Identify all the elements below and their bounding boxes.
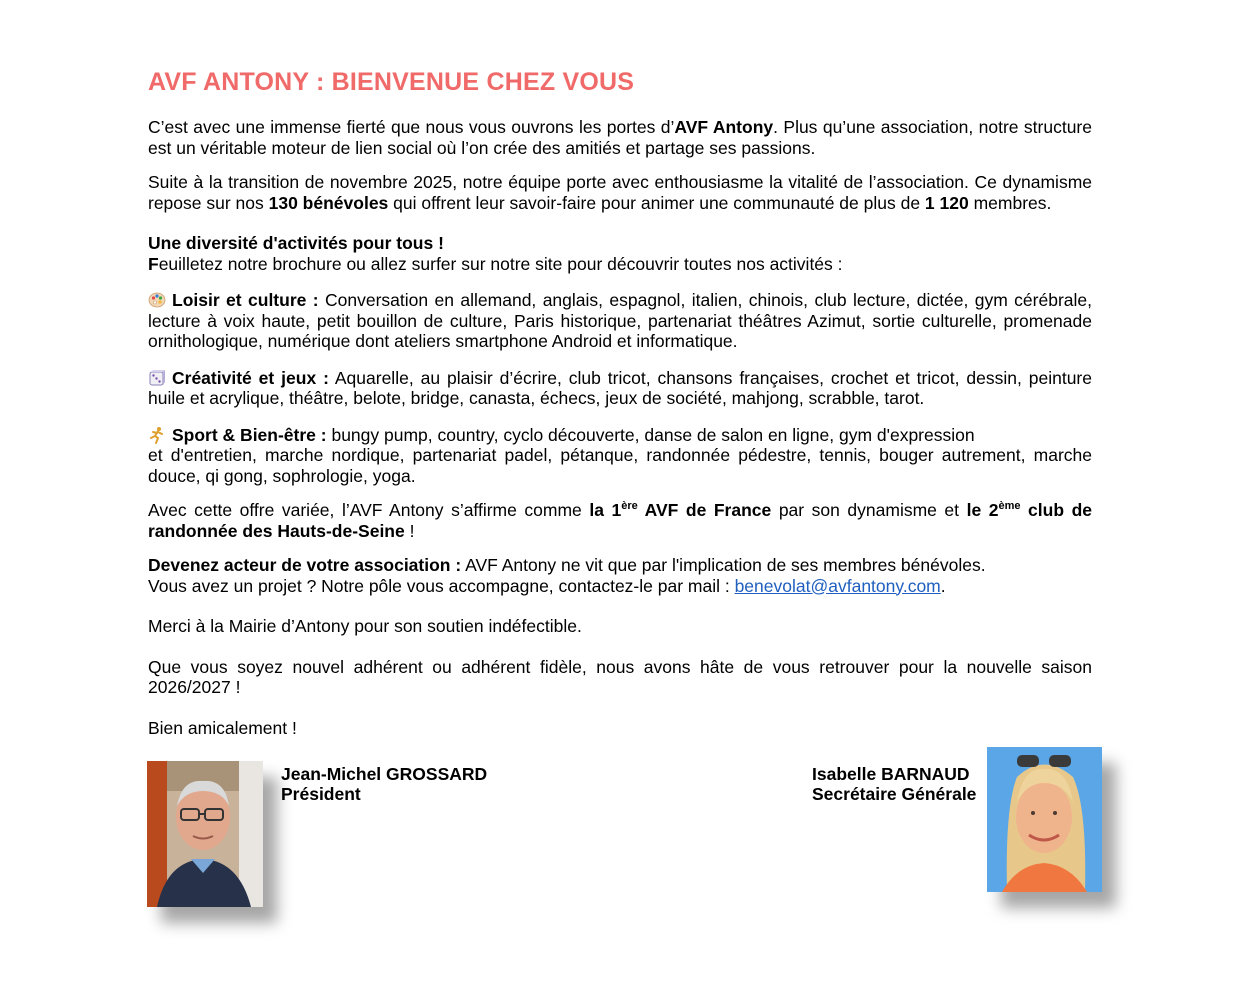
category-sport-continued: et d'entretien, marche nordique, partenariat padel, pétanque, randonnée pédestre, tennis, bouger autrement, marche douce, qi gong, sophrologie, yoga. [148, 445, 1092, 486]
signoff: Bien amicalement ! [148, 717, 297, 738]
transition-paragraph: Suite à la transition de novembre 2025, notre équipe porte avec enthousiasme la vitalité de l’association. Ce dynamisme repose sur nos 130 bénévoles qui offrent leur savoir-faire pour animer une communauté de plus de 1 120 membres. [148, 172, 1092, 213]
president-signature [281, 764, 487, 804]
secretary-photo [987, 747, 1102, 892]
dice-icon [148, 369, 166, 387]
secretary-role: Secrétaire Générale [812, 784, 977, 804]
offer-paragraph: Avec cette offre variée, l’AVF Antony s’affirme comme la 1ère AVF de France par son dynamisme et le 2ème club de randonnée des Hauts-de-Seine ! [148, 500, 1092, 541]
diversity-heading: Une diversité d'activités pour tous ! [148, 233, 444, 253]
category-creativite: Créativité et jeux : Aquarelle, au plaisir d’écrire, club tricot, chansons françaises, crochet et tricot, dessin, peinture huile et acrylique, théâtre, belote, bridge, canasta, échecs, jeux de société, mahjong, scrabble, tarot. [148, 367, 1092, 408]
runner-icon [148, 426, 166, 444]
thanks-paragraph: Merci à la Mairie d’Antony pour son soutien indéfectible. [148, 616, 582, 636]
secretary-signature [812, 764, 976, 804]
intro-paragraph: C’est avec une immense fierté que nous vous ouvrons les portes d’AVF Antony. Plus qu’une association, notre structure est un véritable moteur de lien social où l’on crée des amitiés et partage ses passions. [148, 117, 1092, 158]
letter-body [148, 68, 1092, 738]
secretary-name: Isabelle BARNAUD [812, 764, 970, 784]
email-link[interactable]: benevolat@avfantony.com [734, 575, 941, 596]
closing-paragraph: Que vous soyez nouvel adhérent ou adhérent fidèle, nous avons hâte de vous retrouver pour la nouvelle saison 2026/2027 ! [148, 656, 1092, 697]
palette-icon [148, 291, 166, 309]
president-name: Jean-Michel GROSSARD [281, 764, 488, 784]
president-role: Président [281, 784, 361, 804]
page-title: AVF ANTONY : BIENVENUE CHEZ VOUS [148, 68, 635, 96]
actor-paragraph: Devenez acteur de votre association : AVF Antony ne vit que par l'implication de ses membres bénévoles. Vous avez un projet ? Notre pôle vous accompagne, contactez-le par mail : benevolat@avfantony.com. [148, 555, 986, 596]
category-loisir: Loisir et culture : Conversation en allemand, anglais, espagnol, italien, chinois, club lecture, dictée, gym cérébrale, lecture à voix haute, petit bouillon de culture, Paris historique, partenariat théâtres Azimut, sortie culturelle, promenade ornithologique, numérique dont ateliers smartphone Android et informatique. [148, 290, 1093, 351]
actor-heading: Devenez acteur de votre association : [148, 555, 462, 575]
category-sport: Sport & Bien-être : bungy pump, country, cyclo découverte, danse de salon en ligne, gym d'expression [148, 425, 1092, 446]
diversity-paragraph: Une diversité d'activités pour tous ! Feuilletez notre brochure ou allez surfer sur notre site pour découvrir toutes nos activités : [148, 233, 843, 274]
president-photo [147, 761, 263, 907]
